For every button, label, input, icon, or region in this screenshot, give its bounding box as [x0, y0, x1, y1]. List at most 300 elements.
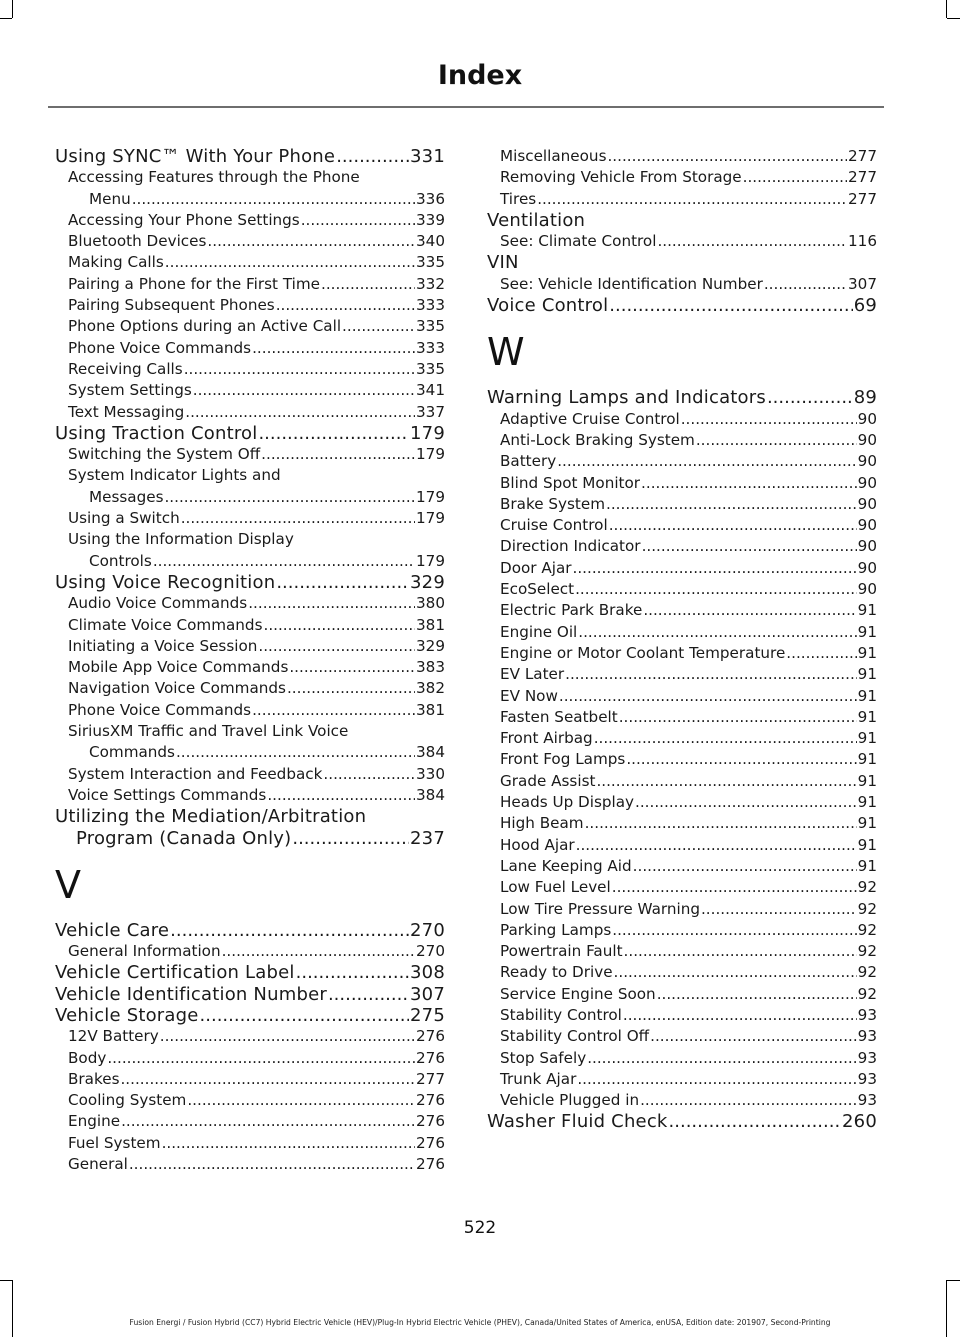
index-entry	[487, 295, 877, 316]
page-reference: 90	[857, 452, 877, 471]
index-subentry	[487, 1048, 877, 1069]
entry-label: Parking Lamps	[500, 920, 612, 939]
dot-leader	[642, 536, 857, 557]
index-subentry	[55, 657, 445, 678]
index-entry	[55, 423, 445, 444]
entry-label: Direction Indicator	[500, 537, 641, 556]
index-subentry	[55, 593, 445, 614]
dot-leader	[292, 828, 409, 849]
page-number: 522	[463, 1218, 497, 1238]
index-subentry	[55, 785, 445, 806]
dot-leader	[107, 1048, 415, 1069]
entry-label: Engine Oil	[500, 622, 578, 641]
dot-leader	[258, 636, 415, 657]
index-subentry	[487, 579, 877, 600]
crop-mark	[12, 1280, 13, 1337]
page-reference: 91	[857, 643, 877, 662]
index-entry	[487, 210, 877, 231]
page-reference: 92	[857, 920, 877, 939]
index-subentry	[55, 1133, 445, 1154]
index-subentry	[55, 316, 445, 337]
index-subentry	[55, 295, 445, 316]
entry-label: Commands	[89, 743, 175, 762]
index-subentry	[55, 210, 445, 231]
page-reference: 93	[857, 1091, 877, 1110]
entry-label: Body	[68, 1048, 107, 1067]
page-reference: 91	[857, 665, 877, 684]
index-letter-heading: V	[55, 862, 81, 907]
entry-label: General Information	[68, 942, 221, 961]
entry-label: Cruise Control	[500, 516, 608, 535]
index-subentry	[55, 721, 445, 764]
dot-leader	[248, 593, 415, 614]
page-reference: 277	[848, 189, 877, 208]
page-reference: 116	[848, 232, 877, 251]
index-subentry	[487, 189, 877, 210]
dot-leader	[321, 274, 415, 295]
dot-leader	[342, 316, 415, 337]
index-entry	[55, 806, 445, 849]
page-reference: 332	[416, 274, 445, 293]
index-subentry	[55, 678, 445, 699]
page-reference: 91	[857, 771, 877, 790]
entry-label: Navigation Voice Commands	[68, 679, 286, 698]
page-reference: 92	[857, 942, 877, 961]
index-entry	[55, 920, 445, 941]
entry-label-line: SiriusXM Traffic and Travel Link Voice	[68, 722, 349, 741]
entry-label-line: Utilizing the Mediation/Arbitration	[55, 806, 367, 828]
index-subentry	[55, 700, 445, 721]
entry-label: Stability Control	[500, 1005, 622, 1024]
page-reference: 91	[857, 750, 877, 769]
index-subentry	[487, 146, 877, 167]
entry-label: VIN	[487, 252, 519, 274]
index-subentry	[487, 835, 877, 856]
page-reference: 90	[857, 558, 877, 577]
index-subentry	[55, 1069, 445, 1090]
entry-label: EV Now	[500, 686, 558, 705]
entry-label: Fasten Seatbelt	[500, 707, 618, 726]
entry-label: Using a Switch	[68, 509, 180, 528]
page-reference: 381	[416, 700, 445, 719]
index-subentry	[487, 473, 877, 494]
dot-leader	[640, 1090, 857, 1111]
dot-leader	[578, 622, 856, 643]
index-subentry	[55, 1090, 445, 1111]
dot-leader	[200, 1005, 410, 1026]
page-reference: 69	[853, 295, 877, 317]
dot-leader	[207, 231, 415, 252]
entry-label: Vehicle Identification Number	[55, 983, 327, 1005]
index-entry	[487, 252, 877, 273]
dot-leader	[669, 1111, 841, 1132]
dot-leader	[606, 494, 857, 515]
page-reference: 384	[416, 785, 445, 804]
page-reference: 237	[410, 827, 445, 849]
page-reference: 90	[857, 494, 877, 513]
page-reference: 90	[857, 409, 877, 428]
dot-leader	[557, 451, 856, 472]
dot-leader	[614, 962, 857, 983]
entry-label: Phone Voice Commands	[68, 338, 252, 357]
page-reference: 337	[416, 402, 445, 421]
index-subentry	[487, 771, 877, 792]
index-subentry	[55, 231, 445, 252]
page-reference: 179	[416, 509, 445, 528]
page-reference: 276	[416, 1155, 445, 1174]
dot-leader	[743, 167, 847, 188]
index-subentry	[487, 558, 877, 579]
dot-leader	[786, 643, 856, 664]
index-subentry	[487, 451, 877, 472]
index-subentry	[55, 615, 445, 636]
entry-label: Electric Park Brake	[500, 601, 643, 620]
entry-label: Removing Vehicle From Storage	[500, 168, 742, 187]
dot-leader	[619, 707, 857, 728]
dot-leader	[184, 359, 415, 380]
page-reference: 93	[857, 1027, 877, 1046]
entry-label: Grade Assist	[500, 771, 596, 790]
index-subentry	[487, 813, 877, 834]
page-reference: 333	[416, 296, 445, 315]
dot-leader	[336, 146, 409, 167]
entry-label: Ready to Drive	[500, 963, 613, 982]
entry-label: Messages	[89, 487, 164, 506]
index-subentry	[487, 920, 877, 941]
crop-mark	[946, 1280, 947, 1337]
dot-leader	[165, 252, 415, 273]
dot-leader	[164, 487, 415, 508]
index-subentry	[487, 409, 877, 430]
page-reference: 329	[410, 571, 445, 593]
index-subentry	[487, 686, 877, 707]
entry-label: Using Voice Recognition	[55, 571, 276, 593]
index-subentry	[55, 167, 445, 210]
page-reference: 91	[857, 814, 877, 833]
dot-leader	[573, 558, 857, 579]
dot-leader	[276, 295, 415, 316]
crop-mark	[0, 18, 12, 19]
dot-leader	[612, 877, 857, 898]
index-subentry	[55, 508, 445, 529]
page-reference: 260	[842, 1111, 877, 1133]
dot-leader	[153, 551, 415, 572]
entry-label: Vehicle Certification Label	[55, 962, 295, 984]
page-reference: 91	[857, 835, 877, 854]
entry-label: Bluetooth Devices	[68, 232, 207, 251]
page-reference: 329	[416, 636, 445, 655]
page-reference: 179	[416, 445, 445, 464]
index-subentry	[487, 167, 877, 188]
page-reference: 382	[416, 679, 445, 698]
entry-label: Voice Control	[487, 295, 609, 317]
entry-label: Pairing Subsequent Phones	[68, 296, 275, 315]
dot-leader	[633, 856, 857, 877]
page-reference: 91	[857, 707, 877, 726]
index-subentry	[487, 856, 877, 877]
entry-label: Adaptive Cruise Control	[500, 409, 680, 428]
page-reference: 90	[857, 516, 877, 535]
dot-leader	[193, 380, 415, 401]
page-reference: 276	[416, 1091, 445, 1110]
index-entry	[55, 984, 445, 1005]
index-subentry	[487, 1069, 877, 1090]
page-reference: 91	[857, 729, 877, 748]
index-subentry	[55, 1111, 445, 1132]
page-reference: 381	[416, 615, 445, 634]
dot-leader	[328, 984, 409, 1005]
index-subentry	[55, 338, 445, 359]
page-reference: 383	[416, 658, 445, 677]
dot-leader	[187, 1090, 415, 1111]
entry-label: Miscellaneous	[500, 147, 607, 165]
dot-leader	[252, 338, 415, 359]
index-subentry	[487, 515, 877, 536]
index-subentry	[487, 1005, 877, 1026]
index-subentry	[487, 622, 877, 643]
entry-label: Program (Canada Only)	[76, 827, 292, 849]
entry-label: Text Messaging	[68, 402, 185, 421]
dot-leader	[301, 210, 415, 231]
entry-label: Using Traction Control	[55, 422, 258, 444]
entry-label: Initiating a Voice Session	[68, 636, 258, 655]
page-reference: 276	[416, 1027, 445, 1046]
index-subentry	[487, 536, 877, 557]
page-reference: 277	[848, 147, 877, 165]
dot-leader	[681, 409, 857, 430]
index-subentry	[487, 899, 877, 920]
dot-leader	[287, 678, 415, 699]
dot-leader	[576, 835, 857, 856]
dot-leader	[657, 984, 857, 1005]
page-reference: 92	[857, 899, 877, 918]
dot-leader	[623, 1005, 857, 1026]
page-reference: 179	[416, 487, 445, 506]
dot-leader	[559, 686, 857, 707]
index-subentry	[487, 1090, 877, 1111]
page-reference: 308	[410, 962, 445, 984]
page-reference: 91	[857, 601, 877, 620]
page-reference: 276	[416, 1048, 445, 1067]
page-reference: 91	[857, 793, 877, 812]
entry-label: Warning Lamps and Indicators	[487, 387, 766, 409]
dot-leader	[162, 1133, 415, 1154]
entry-label: Front Airbag	[500, 729, 593, 748]
index-subentry	[55, 444, 445, 465]
page-reference: 89	[853, 387, 877, 409]
index-subentry	[55, 465, 445, 508]
dot-leader	[258, 423, 409, 444]
index-subentry	[487, 1026, 877, 1047]
entry-label: Vehicle Plugged in	[500, 1091, 640, 1110]
index-subentry	[55, 529, 445, 572]
dot-leader	[185, 402, 415, 423]
entry-label: Mobile App Voice Commands	[68, 658, 289, 677]
index-entry	[55, 572, 445, 593]
entry-label: Anti-Lock Braking System	[500, 430, 695, 449]
index-subentry	[487, 962, 877, 983]
dot-leader	[612, 920, 856, 941]
entry-label: Receiving Calls	[68, 359, 183, 378]
entry-label: Door Ajar	[500, 558, 572, 577]
dot-leader	[170, 920, 409, 941]
page-reference: 93	[857, 1048, 877, 1067]
entry-label: Powertrain Fault	[500, 942, 623, 961]
index-subentry	[487, 231, 877, 252]
dot-leader	[701, 899, 857, 920]
entry-label: Using SYNC™ With Your Phone	[55, 146, 336, 167]
dot-leader	[129, 1154, 415, 1175]
dot-leader	[764, 274, 847, 295]
dot-leader	[296, 962, 409, 983]
page-reference: 275	[410, 1004, 445, 1026]
entry-label: Cooling System	[68, 1091, 187, 1110]
entry-label: Battery	[500, 452, 557, 471]
entry-label: Engine	[68, 1112, 121, 1131]
dot-leader	[120, 1069, 415, 1090]
index-subentry	[487, 664, 877, 685]
dot-leader	[609, 295, 852, 316]
entry-label: Making Calls	[68, 253, 164, 272]
entry-label: Trunk Ajar	[500, 1069, 577, 1088]
index-entry	[55, 962, 445, 983]
dot-leader	[222, 941, 415, 962]
page-reference: 90	[857, 473, 877, 492]
dot-leader	[596, 771, 856, 792]
page-reference: 307	[410, 983, 445, 1005]
dot-leader	[132, 189, 415, 210]
page-reference: 270	[416, 942, 445, 961]
entry-label: Phone Voice Commands	[68, 700, 252, 719]
dot-leader	[587, 1048, 856, 1069]
page-reference: 277	[416, 1069, 445, 1088]
entry-label: Stop Safely	[500, 1048, 587, 1067]
page-reference: 277	[848, 168, 877, 187]
index-subentry	[55, 764, 445, 785]
page-reference: 335	[416, 359, 445, 378]
index-subentry	[55, 252, 445, 273]
entry-label: System Interaction and Feedback	[68, 764, 323, 783]
dot-leader	[607, 146, 847, 167]
page-reference: 307	[848, 274, 877, 293]
page-reference: 179	[416, 551, 445, 570]
dot-leader	[264, 615, 416, 636]
dot-leader	[267, 785, 415, 806]
page-title: Index	[437, 60, 523, 91]
dot-leader	[537, 189, 847, 210]
dot-leader	[575, 579, 857, 600]
dot-leader	[609, 515, 857, 536]
entry-label: Menu	[89, 189, 131, 208]
page-reference: 92	[857, 963, 877, 982]
entry-label: See: Vehicle Identification Number	[500, 274, 763, 293]
index-subentry	[487, 749, 877, 770]
page-reference: 335	[416, 253, 445, 272]
index-subentry	[487, 643, 877, 664]
entry-label: Heads Up Display	[500, 793, 635, 812]
page-reference: 333	[416, 338, 445, 357]
page-reference: 90	[857, 537, 877, 556]
entry-label: Engine or Motor Coolant Temperature	[500, 643, 786, 662]
index-subentry	[55, 636, 445, 657]
index-subentry	[487, 984, 877, 1005]
index-subentry	[55, 1026, 445, 1047]
dot-leader	[635, 792, 857, 813]
index-column-left	[55, 146, 445, 1175]
entry-label: Pairing a Phone for the First Time	[68, 274, 320, 293]
dot-leader	[643, 600, 856, 621]
page-reference: 93	[857, 1069, 877, 1088]
entry-label-line: Using the Information Display	[68, 530, 294, 549]
dot-leader	[641, 473, 857, 494]
entry-label: Lane Keeping Aid	[500, 856, 632, 875]
entry-label-line: System Indicator Lights and	[68, 466, 281, 485]
entry-label: Brakes	[68, 1069, 120, 1088]
dot-leader	[181, 508, 415, 529]
index-column-right	[487, 146, 877, 1133]
page-reference: 341	[416, 381, 445, 400]
page-reference: 91	[857, 622, 877, 641]
index-subentry	[55, 359, 445, 380]
dot-leader	[696, 430, 857, 451]
entry-label: Accessing Your Phone Settings	[68, 210, 300, 229]
page-reference: 330	[416, 764, 445, 783]
entry-label: EV Later	[500, 665, 565, 684]
footer-text: Fusion Energi / Fusion Hybrid (CC7) Hybrid Electric Vehicle (HEV)/Plug-In Hybrid Electric Vehicle (PHEV), Canada/United States of America, enUSA, Edition date: 201907, Second-Printing	[129, 1318, 831, 1327]
index-entry	[55, 146, 445, 167]
crop-mark	[947, 18, 960, 19]
entry-label: Climate Voice Commands	[68, 615, 263, 634]
entry-label: EcoSelect	[500, 580, 575, 599]
dot-leader	[276, 572, 409, 593]
page-reference: 336	[416, 189, 445, 208]
dot-leader	[565, 664, 857, 685]
dot-leader	[626, 749, 856, 770]
entry-label: Voice Settings Commands	[68, 785, 267, 804]
index-subentry	[487, 941, 877, 962]
page-reference: 91	[857, 856, 877, 875]
index-subentry	[487, 728, 877, 749]
entry-label-line: Accessing Features through the Phone	[68, 168, 360, 187]
page-reference: 92	[857, 984, 877, 1003]
page-reference: 90	[857, 580, 877, 599]
page-reference: 384	[416, 743, 445, 762]
entry-label: System Settings	[68, 381, 192, 400]
index-subentry	[55, 1048, 445, 1069]
dot-leader	[624, 941, 857, 962]
dot-leader	[767, 387, 853, 408]
entry-label: Hood Ajar	[500, 835, 575, 854]
page-reference: 276	[416, 1112, 445, 1131]
index-entry	[487, 387, 877, 408]
entry-label: Low Fuel Level	[500, 878, 611, 897]
entry-label: High Beam	[500, 814, 584, 833]
index-subentry	[487, 274, 877, 295]
entry-label: Controls	[89, 551, 152, 570]
page-reference: 340	[416, 232, 445, 251]
title-divider	[48, 106, 884, 108]
entry-label: 12V Battery	[68, 1027, 159, 1046]
entry-label: Vehicle Care	[55, 919, 170, 941]
index-entry	[55, 1005, 445, 1026]
page-reference: 335	[416, 317, 445, 336]
index-subentry	[487, 600, 877, 621]
entry-label: Phone Options during an Active Call	[68, 317, 342, 336]
entry-label: Low Tire Pressure Warning	[500, 899, 700, 918]
dot-leader	[176, 742, 415, 763]
dot-leader	[160, 1026, 415, 1047]
dot-leader	[657, 231, 847, 252]
